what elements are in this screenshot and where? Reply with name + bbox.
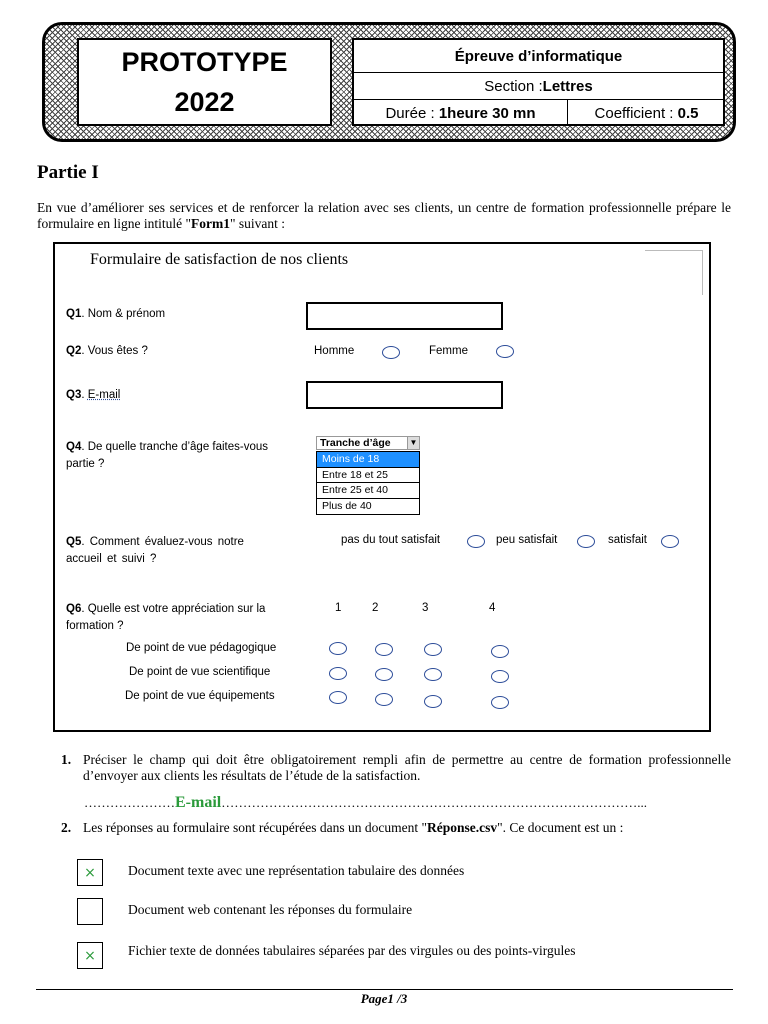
section-label: Section :: [484, 77, 543, 95]
email-input[interactable]: [306, 381, 503, 409]
intro-text-before: En vue d’améliorer ses services et de renforcer la relation avec ses clients, un centre de formation professionnelle prépare le formulaire en ligne intitulé ": [37, 200, 731, 231]
intro-paragraph: [37, 200, 731, 232]
q1-num: Q1: [66, 308, 82, 320]
dots-before: …………………: [84, 795, 175, 810]
year-label: 2022: [174, 87, 235, 117]
rating-radio[interactable]: [375, 643, 393, 656]
epreuve-title: Épreuve d’informatique: [354, 40, 723, 73]
q6-text-line1: . Quelle est votre appréciation sur la: [81, 603, 266, 615]
dots-after: ……………………………………………………………………………………...: [221, 795, 647, 810]
duree-label: Durée :: [385, 104, 435, 122]
question-2-text-after: ". Ce document est un :: [497, 820, 624, 835]
rating-radio[interactable]: [329, 691, 347, 704]
question-2-num: 2.: [61, 820, 72, 835]
q5-text-line1: . Comment évaluez-vous notre: [81, 536, 244, 548]
scale-label: 4: [489, 602, 496, 614]
q6-row-label: De point de vue scientifique: [129, 666, 271, 678]
section-heading: Partie I: [37, 162, 99, 183]
age-option[interactable]: Moins de 18: [317, 452, 419, 468]
page-number: Page1 /3: [360, 991, 408, 1006]
q5-num: Q5: [66, 536, 82, 548]
age-options-list: [316, 451, 420, 515]
answer-email: E-mail: [175, 794, 222, 811]
q2-label: [66, 345, 148, 357]
question-1-num: 1.: [61, 752, 72, 767]
question-1-text: Préciser le champ qui doit être obligatoirement rempli afin de permettre au centre de formation professionnelle d’envoyer aux clients les résultats de l’étude de la satisfaction.: [83, 752, 731, 783]
q3-text: .: [81, 389, 88, 401]
age-option[interactable]: Entre 25 et 40: [317, 483, 419, 499]
age-option[interactable]: Plus de 40: [322, 499, 372, 512]
coef-value: 0.5: [677, 104, 699, 122]
question-2-text-before: Les réponses au formulaire sont récupérées dans un document ": [83, 820, 428, 835]
rating-radio[interactable]: [329, 667, 347, 680]
duree-cell: [354, 100, 568, 126]
q4-num: Q4: [66, 441, 82, 453]
duree-value: 1heure 30 mn: [438, 104, 536, 122]
q5-radio[interactable]: [661, 535, 679, 548]
q5-label: [66, 534, 244, 568]
q5-option-label: pas du tout satisfait: [341, 534, 441, 546]
intro-text-after: " suivant :: [229, 216, 285, 231]
q4-label: [66, 439, 268, 473]
answer-line: [84, 794, 704, 812]
q5-option-label: satisfait: [608, 534, 647, 546]
q1-label: [66, 308, 165, 320]
q6-row-label: De point de vue équipements: [125, 690, 275, 702]
chevron-down-icon[interactable]: ▼: [407, 437, 419, 449]
q6-label: [66, 601, 265, 635]
rating-radio[interactable]: [491, 645, 509, 658]
satisfaction-form: [53, 242, 711, 732]
choice-label: Document web contenant les réponses du formulaire: [128, 902, 413, 917]
rating-radio[interactable]: [491, 696, 509, 709]
homme-label: Homme: [314, 345, 355, 357]
coefficient-cell: [568, 100, 725, 126]
q3-email-text: E-mail: [87, 389, 121, 401]
homme-radio[interactable]: [382, 346, 400, 359]
choice-checkbox[interactable]: ×: [77, 942, 103, 969]
prototype-label: PROTOTYPE: [121, 47, 288, 77]
q2-num: Q2: [66, 345, 82, 357]
question-2-doc: Réponse.csv: [427, 820, 498, 835]
rating-radio[interactable]: [491, 670, 509, 683]
rating-radio[interactable]: [329, 642, 347, 655]
section-row: [354, 73, 723, 100]
choice-label: Document texte avec une représentation tabulaire des données: [128, 863, 465, 878]
prototype-box: [77, 38, 332, 126]
form-corner-frame: [645, 250, 703, 295]
rating-radio[interactable]: [424, 695, 442, 708]
coef-label: Coefficient :: [594, 104, 674, 122]
choice-checkbox[interactable]: [77, 898, 103, 925]
age-select-value: Tranche d’âge: [320, 437, 391, 449]
q5-radio[interactable]: [577, 535, 595, 548]
femme-label: Femme: [429, 345, 468, 357]
q5-radio[interactable]: [467, 535, 485, 548]
scale-label: 2: [372, 602, 379, 614]
q6-num: Q6: [66, 603, 82, 615]
intro-form-name: Form1: [190, 216, 230, 231]
q5-option-label: peu satisfait: [496, 534, 558, 546]
q4-text-line1: . De quelle tranche d’âge faites-vous: [81, 441, 269, 453]
q4-text-line2: partie ?: [66, 458, 105, 470]
q5-text-line2: accueil et suivi ?: [66, 553, 157, 565]
choice-label: Fichier texte de données tabulaires séparées par des virgules ou des points-virgules: [128, 943, 576, 958]
choice-checkbox[interactable]: ×: [77, 859, 103, 886]
section-value: Lettres: [542, 77, 593, 95]
q6-row-label: De point de vue pédagogique: [126, 642, 277, 654]
name-input[interactable]: [306, 302, 503, 330]
rating-radio[interactable]: [375, 668, 393, 681]
femme-radio[interactable]: [496, 345, 514, 358]
age-select[interactable]: [316, 436, 420, 450]
question-2-text: [83, 820, 623, 836]
age-option[interactable]: Entre 18 et 25: [317, 468, 419, 484]
scale-label: 3: [422, 602, 429, 614]
q2-text: . Vous êtes ?: [81, 345, 148, 357]
rating-radio[interactable]: [375, 693, 393, 706]
q3-label: [66, 389, 120, 401]
exam-info-box: [352, 38, 725, 126]
q1-text: . Nom & prénom: [81, 308, 166, 320]
scale-label: 1: [335, 602, 342, 614]
rating-radio[interactable]: [424, 643, 442, 656]
footer-divider: [36, 989, 733, 990]
q6-text-line2: formation ?: [66, 620, 124, 632]
q3-num: Q3: [66, 389, 82, 401]
form-title: Formulaire de satisfaction de nos clients: [90, 251, 349, 268]
rating-radio[interactable]: [424, 668, 442, 681]
